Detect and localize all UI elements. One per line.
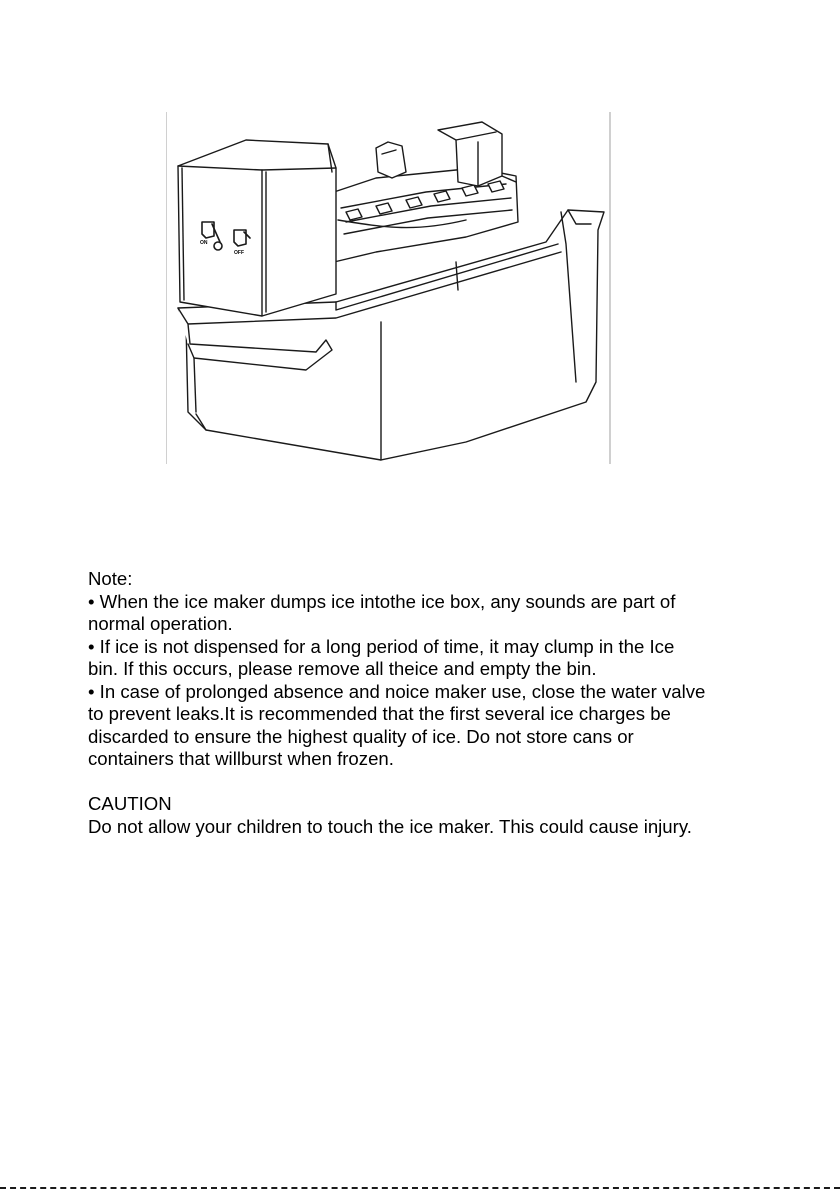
note-bullet-3-line-2: to prevent leaks.It is recommended that the first several ice charges be — [88, 703, 671, 724]
instructions-text — [88, 568, 768, 838]
note-bullet-1-line-2: normal operation. — [88, 613, 233, 634]
off-label: OFF — [234, 250, 244, 256]
note-bullet-1-line-1: • When the ice maker dumps ice intothe ice box, any sounds are part of — [88, 590, 676, 612]
note-bullet-3-line-3: discarded to ensure the highest quality of ice. Do not store cans or — [88, 725, 634, 747]
paragraph-spacer — [88, 771, 768, 794]
page-bottom-border — [0, 1187, 840, 1189]
note-heading: Note: — [88, 568, 133, 589]
ice-maker-illustration — [166, 112, 614, 464]
note-bullet-2-line-1: • If ice is not dispensed for a long period of time, it may clump in the Ice — [88, 635, 675, 657]
note-bullet-3-line-4: containers that willburst when frozen. — [88, 748, 394, 769]
note-bullet-3-line-1: • In case of prolonged absence and noice maker use, close the water valve — [88, 680, 706, 702]
caution-text: Do not allow your children to touch the ice maker. This could cause injury. — [88, 815, 692, 837]
caution-heading: CAUTION — [88, 793, 172, 814]
on-label: ON — [200, 240, 208, 246]
note-bullet-2-line-2: bin. If this occurs, please remove all theice and empty the bin. — [88, 658, 597, 679]
